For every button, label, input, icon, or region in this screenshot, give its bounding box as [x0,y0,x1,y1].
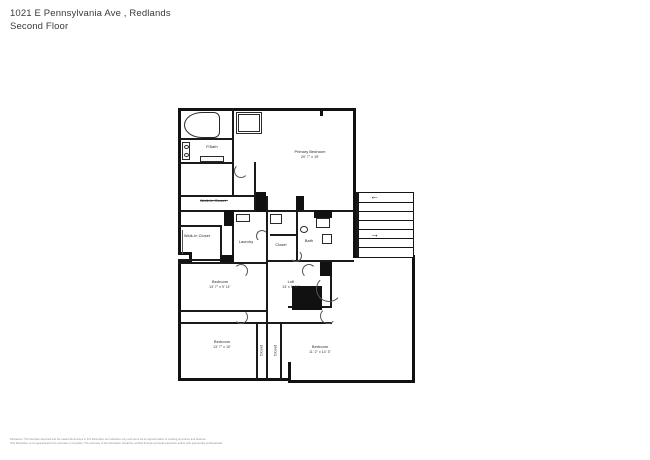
bath-tub-2 [316,218,330,228]
wall-exterior-right-lower [412,255,415,383]
wall-exterior-bottom-right [288,380,415,383]
wall-bedroom2-right [266,310,268,380]
wall-wic2-top [178,225,222,227]
wall-bath-left [266,196,268,262]
wall-pbath-top [178,138,234,140]
room-label-closet-2: Closet [273,344,278,357]
mass-laundry-corner [220,255,234,262]
stair-arrow-down: → [370,229,379,239]
stair-arrow-up: ← [370,191,379,201]
room-label-closet-1: Closet [259,344,264,357]
door-arc-loft [302,264,316,278]
wall-exterior-top [178,108,356,111]
wall-pbath-bottom [178,162,234,164]
sink-basin-2 [184,153,189,157]
wall-exterior-left-upper [178,108,181,198]
mass-hall-c [296,196,304,210]
property-address: 1021 E Pennsylvania Ave , Redlands [10,8,171,19]
wall-bedroom1-bottom [178,310,268,312]
disclaimer-line-2: This illustration is not guaranteed to be accurate or complete. The accuracy of all information should be verified through personal inspection and/or with appropriate professionals. [10,441,223,445]
wall-primary-left [232,108,234,196]
wall-closet-col1 [256,322,258,380]
wall-wic-bottom [178,210,256,212]
mass-bath-wall [314,210,332,218]
shower-inner [238,114,260,132]
mass-loft-corner [320,262,332,276]
mass-hall-b [224,210,234,226]
disclaimer-line-1: Disclaimer: The floorplan depicted and the stated dimensions in this illustration are indicative only and serve as an approximation of existing structures and features. [10,437,207,441]
wall-hall-top [266,210,354,212]
wall-hall-bottom [266,260,354,262]
room-label-bedroom-2: Bedroom 13' 7" x 10' [213,340,231,350]
wall-bedroom1-top [178,262,268,264]
toilet-fixture [270,214,282,224]
disclaimer [10,438,223,446]
door-arc-bedroom3 [320,308,336,324]
mass-hall-a [256,192,266,212]
room-label-primary-bedroom: Primary Bedroom 20' 7" x 19' [294,150,326,160]
room-label-closet-hall: Closet [275,243,287,247]
bathtub-fixture [184,112,220,138]
floor-plan [170,100,430,400]
wall-exterior-bottom-left [178,378,290,381]
door-arc-bath [290,250,302,262]
wall-top-notch [320,108,323,116]
laundry-washer [236,214,250,222]
door-arc-bedroom2 [234,310,248,324]
door-arc-wic [234,164,248,178]
door-arc-stair [316,276,342,302]
wall-wic2-bottom [178,259,222,261]
wall-wic-top [178,195,256,197]
room-label-laundry: Laundry [238,240,254,244]
room-label-pbath: P.Bath [206,145,218,149]
wall-closet-col2 [280,322,282,380]
wall-closets-top [256,322,282,324]
room-label-loft: Loft 13' x 6' 11" [282,280,300,290]
wall-bedroom2-top [178,322,268,324]
floor-label: Second Floor [10,20,69,32]
sink-basin-1 [184,145,189,149]
wall-bottom-step [288,362,291,382]
room-label-bedroom-3: Bedroom 11' 2" x 14' 3" [309,345,331,355]
room-label-bath: Bath [304,239,314,243]
wall-exterior-left-lower [178,259,181,381]
wall-closet-top [270,234,296,236]
door-arc-bedroom1 [234,264,248,278]
page-title [10,8,171,34]
pbath-counter [200,156,224,162]
room-label-bedroom-1: Bedroom 13' 7" x 9' 11" [209,280,231,290]
room-label-walkin-closet-2: Walk-In Closet [184,234,210,238]
bath-sink [300,226,308,233]
room-label-walkin-closet-1: Walk-In Closet [200,199,226,203]
staircase [358,192,414,258]
